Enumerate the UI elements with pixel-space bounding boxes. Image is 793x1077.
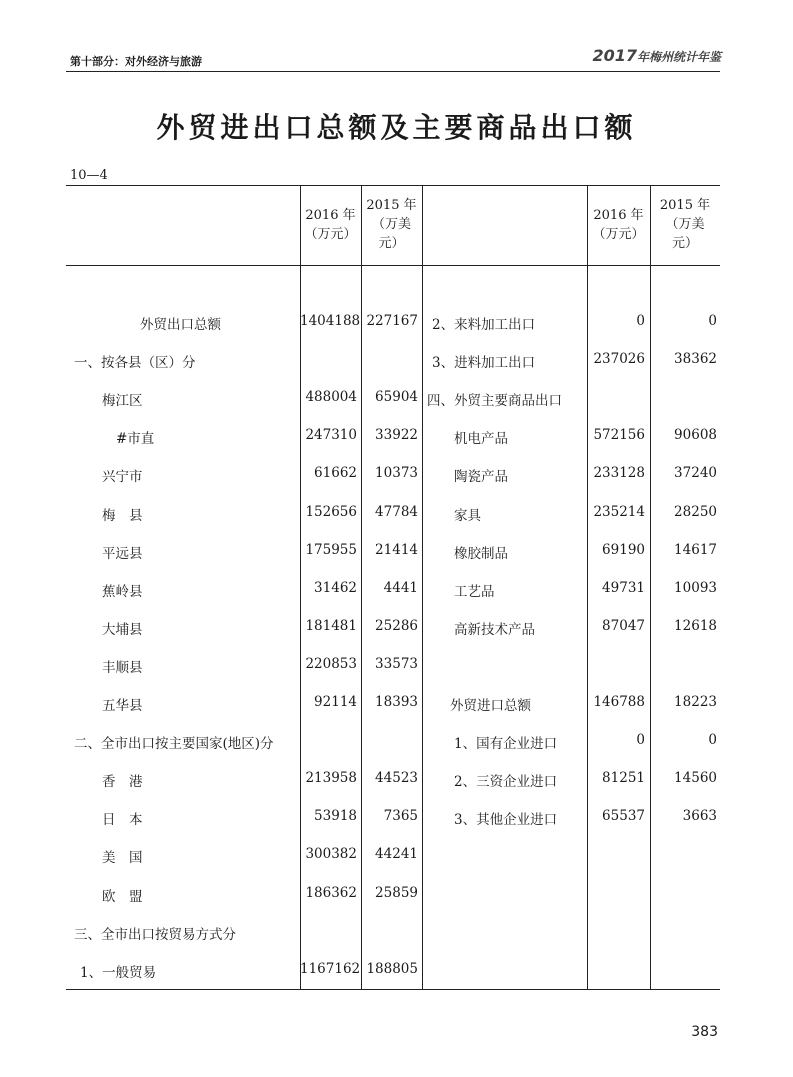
value-2016: 572156 bbox=[593, 427, 645, 444]
row-label: 家具 bbox=[454, 507, 481, 524]
row-label: 五华县 bbox=[102, 698, 143, 714]
row-label: 平远县 bbox=[102, 545, 143, 562]
row-label: 日 本 bbox=[102, 812, 143, 829]
value-2015: 37240 bbox=[674, 465, 717, 482]
value-2015: 18393 bbox=[375, 694, 418, 710]
header-2016-left: 2016 年 （万元） bbox=[304, 208, 357, 242]
header-rule bbox=[66, 71, 720, 72]
value-2016: 152656 bbox=[305, 503, 357, 520]
value-2015: 3663 bbox=[682, 808, 717, 825]
row-label: 二、全市出口按主要国家(地区)分 bbox=[74, 736, 274, 753]
value-2016: 69190 bbox=[602, 541, 645, 558]
row-label: 香 港 bbox=[102, 774, 143, 791]
value-2015: 90608 bbox=[674, 427, 717, 444]
value-2015: 7365 bbox=[383, 808, 418, 825]
row-label: 高新技术产品 bbox=[454, 621, 535, 638]
value-2016: 49731 bbox=[602, 579, 645, 596]
value-2015: 14560 bbox=[674, 770, 717, 787]
value-2016: 61662 bbox=[314, 465, 357, 482]
row-label: 兴宁市 bbox=[102, 469, 143, 486]
value-2015: 28250 bbox=[674, 503, 717, 520]
row-label: 3、进料加工出口 bbox=[432, 355, 536, 372]
row-label: 梅 县 bbox=[102, 507, 143, 524]
value-2015: 44523 bbox=[375, 770, 418, 787]
row-label: 2、来料加工出口 bbox=[432, 317, 536, 333]
row-label: 外贸出口总额 bbox=[140, 317, 221, 333]
page-number: 383 bbox=[691, 1024, 718, 1040]
value-2015: 44241 bbox=[375, 846, 418, 863]
value-2016: 235214 bbox=[593, 503, 645, 520]
value-2016: 92114 bbox=[314, 694, 357, 710]
row-label: 大埔县 bbox=[102, 621, 143, 638]
row-label: 一、按各县（区）分 bbox=[74, 355, 196, 372]
value-2015: 25859 bbox=[375, 884, 418, 901]
value-2016: 0 bbox=[636, 313, 645, 329]
row-label: 三、全市出口按贸易方式分 bbox=[74, 926, 236, 943]
value-2015: 14617 bbox=[674, 541, 717, 558]
value-2015: 10373 bbox=[375, 465, 418, 482]
table-id: 10—4 bbox=[70, 168, 108, 183]
yearbook-header bbox=[592, 46, 721, 65]
value-2016: 488004 bbox=[305, 389, 357, 406]
row-label: 丰顺县 bbox=[102, 659, 143, 676]
value-2016: 53918 bbox=[314, 808, 357, 825]
value-2015: 4441 bbox=[383, 579, 418, 596]
value-2015: 12618 bbox=[674, 617, 717, 634]
value-2015: 227167 bbox=[366, 313, 418, 329]
value-2015: 0 bbox=[708, 313, 717, 329]
value-2016: 213958 bbox=[305, 770, 357, 787]
value-2015: 47784 bbox=[375, 503, 418, 520]
value-2015: 38362 bbox=[674, 351, 717, 368]
row-label: 外贸进口总额 bbox=[450, 698, 531, 714]
table-header-rule bbox=[66, 265, 720, 266]
value-2015: 21414 bbox=[375, 541, 418, 558]
value-2016: 181481 bbox=[305, 617, 357, 634]
row-label: 机电产品 bbox=[454, 431, 508, 448]
section-header: 第十部分：对外经济与旅游 bbox=[70, 55, 202, 68]
value-2016: 220853 bbox=[305, 655, 357, 672]
value-2015: 0 bbox=[708, 732, 717, 749]
value-2016: 186362 bbox=[305, 884, 357, 901]
row-label: 3、其他企业进口 bbox=[454, 812, 558, 829]
table-top-rule bbox=[66, 185, 720, 186]
value-2015: 10093 bbox=[674, 579, 717, 596]
value-2016: 87047 bbox=[602, 617, 645, 634]
row-label: #市直 bbox=[116, 431, 155, 448]
row-label: 1、国有企业进口 bbox=[454, 736, 558, 753]
value-2016: 1404188 bbox=[300, 313, 361, 329]
column-divider bbox=[422, 186, 423, 989]
value-2016: 146788 bbox=[593, 694, 645, 710]
value-2016: 233128 bbox=[593, 465, 645, 482]
value-2016: 65537 bbox=[602, 808, 645, 825]
yearbook-year: 2017 bbox=[592, 46, 637, 65]
value-2016: 31462 bbox=[314, 579, 357, 596]
yearbook-name: 年梅州统计年鉴 bbox=[636, 50, 721, 64]
row-label: 1、一般贸易 bbox=[80, 964, 157, 981]
value-2016: 175955 bbox=[305, 541, 357, 558]
header-2016-right: 2016 年 （万元） bbox=[592, 208, 645, 242]
row-label: 美 国 bbox=[102, 850, 143, 867]
row-label: 工艺品 bbox=[454, 583, 495, 600]
row-label: 橡胶制品 bbox=[454, 545, 508, 562]
header-2015-right: 2015 年 （万美 元） bbox=[659, 198, 711, 251]
table-bottom-rule bbox=[66, 989, 720, 990]
value-2016: 237026 bbox=[593, 351, 645, 368]
value-2015: 18223 bbox=[674, 694, 717, 710]
value-2015: 65904 bbox=[375, 389, 418, 406]
value-2016: 81251 bbox=[602, 770, 645, 787]
value-2015: 188805 bbox=[366, 960, 418, 977]
value-2016: 0 bbox=[636, 732, 645, 749]
row-label: 2、三资企业进口 bbox=[454, 774, 558, 791]
row-label: 欧 盟 bbox=[102, 888, 143, 905]
header-2015-left: 2015 年 （万美 元） bbox=[366, 198, 417, 251]
value-2016: 247310 bbox=[305, 427, 357, 444]
value-2015: 33573 bbox=[375, 655, 418, 672]
value-2016: 300382 bbox=[305, 846, 357, 863]
value-2015: 25286 bbox=[375, 617, 418, 634]
value-2016: 1167162 bbox=[300, 960, 361, 977]
page-title: 外贸进出口总额及主要商品出口额 bbox=[156, 111, 637, 144]
row-label: 梅江区 bbox=[102, 393, 143, 410]
row-label: 蕉岭县 bbox=[102, 583, 143, 600]
row-label: 陶瓷产品 bbox=[454, 469, 508, 486]
value-2015: 33922 bbox=[375, 427, 418, 444]
row-label: 四、外贸主要商品出口 bbox=[427, 393, 562, 410]
